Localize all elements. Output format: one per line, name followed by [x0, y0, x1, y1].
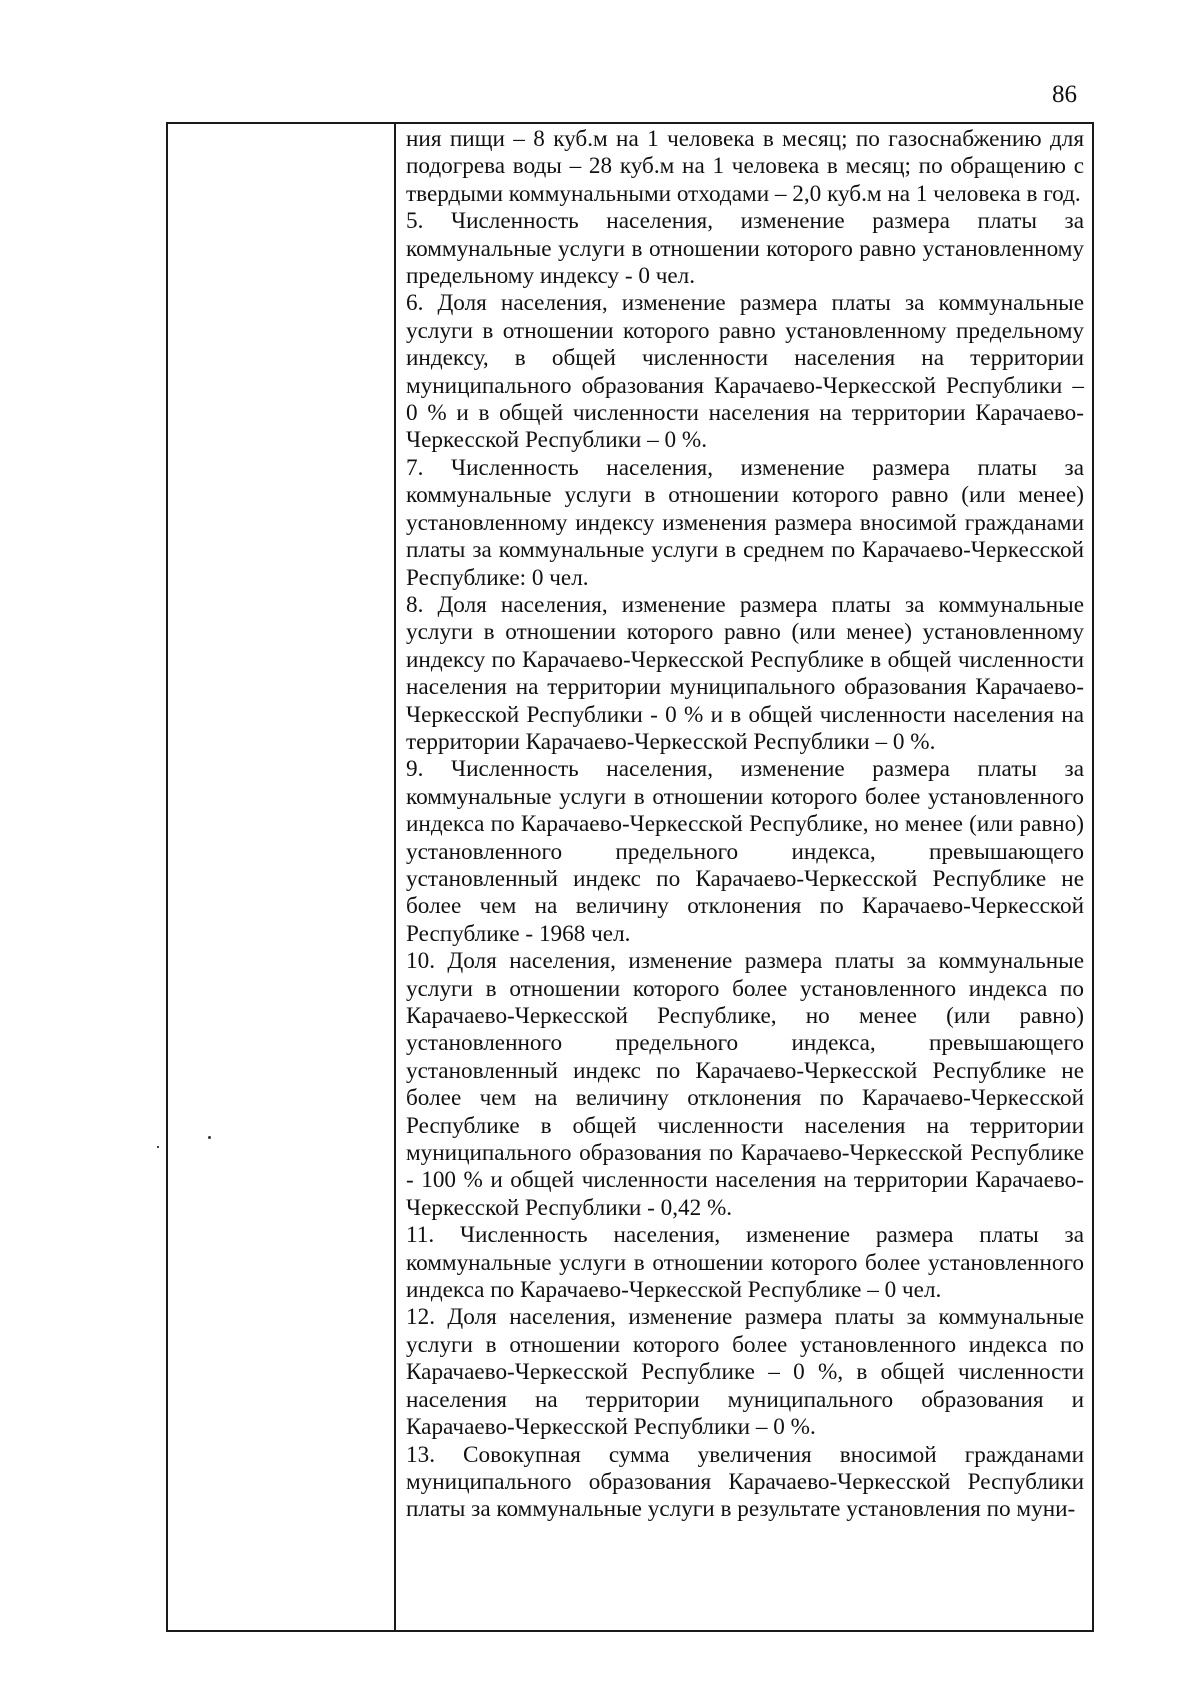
paragraph-item-7: 7. Численность населения, изменение размера платы за коммунальные услуги в отношении которого равно (или менее) установленному индексу изменения размера вносимой гражданами платы за коммунальные услуги в среднем по Карачаево-Черкесской Республике: 0 чел. — [406, 454, 1084, 591]
margin-speck — [157, 1146, 159, 1148]
paragraph-item-10: 10. Доля населения, изменение размера платы за коммунальные услуги в отношении которого более установленного индекса по Карачаево-Черкесской Республике, но менее (или равно) установленного предельного индекса, превышающего установленный индекс по Карачаево-Черкесской Республике не более чем на величину отклонения по Карачаево-Черкесской Республике в общей численности населения на территории муниципального образования по Карачаево-Черкесской Республике - 100 % и общей численности населения на территории Карачаево-Черкесской Республики - 0,42 %. — [406, 948, 1084, 1221]
paragraph-item-13: 13. Совокупная сумма увеличения вносимой гражданами муниципального образования Карачаево-Черкесской Республики платы за коммунальные услуги в результате установления по муни- — [406, 1441, 1084, 1523]
paragraph-item-6: 6. Доля населения, изменение размера платы за коммунальные услуги в отношении которого равно установленному предельному индексу, в общей численности населения на территории муниципального образования Карачаево-Черкесской Республики – 0 % и в общей численности населения на территории Карачаево-Черкесской Республики – 0 %. — [406, 290, 1084, 454]
paragraph-item-5: 5. Численность населения, изменение размера платы за коммунальные услуги в отношении которого равно установленному предельному индексу - 0 чел. — [406, 208, 1084, 290]
paragraph-item-12: 12. Доля населения, изменение размера платы за коммунальные услуги в отношении которого более установленного индекса по Карачаево-Черкесской Республике – 0 %, в общей численности населения на территории муниципального образования и Карачаево-Черкесской Республики – 0 %. — [406, 1304, 1084, 1441]
table-right-column — [396, 124, 1094, 1630]
paragraph-item-9: 9. Численность населения, изменение размера платы за коммунальные услуги в отношении которого более установленного индекса по Карачаево-Черкесской Республике, но менее (или равно) установленного предельного индекса, превышающего установленный индекс по Карачаево-Черкесской Республике не более чем на величину отклонения по Карачаево-Черкесской Республике - 1968 чел. — [406, 756, 1084, 947]
page-number: 86 — [1052, 81, 1077, 108]
document-table — [166, 122, 1094, 1632]
table-left-column — [168, 124, 396, 1630]
paragraph-item-11: 11. Численность населения, изменение размера платы за коммунальные услуги в отношении которого более установленного индекса по Карачаево-Черкесской Республике – 0 чел. — [406, 1222, 1084, 1304]
paragraph-continuation: ния пищи – 8 куб.м на 1 человека в месяц; по газоснабжению для подогрева воды – 28 куб.м на 1 человека в месяц; по обращению с твердыми коммунальными отходами – 2,0 куб.м на 1 человека в год. — [406, 126, 1084, 207]
paragraph-item-8: 8. Доля населения, изменение размера платы за коммунальные услуги в отношении которого равно (или менее) установленному индексу по Карачаево-Черкесской Республике в общей численности населения на территории муниципального образования Карачаево-Черкесской Республики - 0 % и в общей численности населения на территории Карачаево-Черкесской Республики – 0 %. — [406, 591, 1084, 755]
scan-speck — [208, 1136, 211, 1139]
